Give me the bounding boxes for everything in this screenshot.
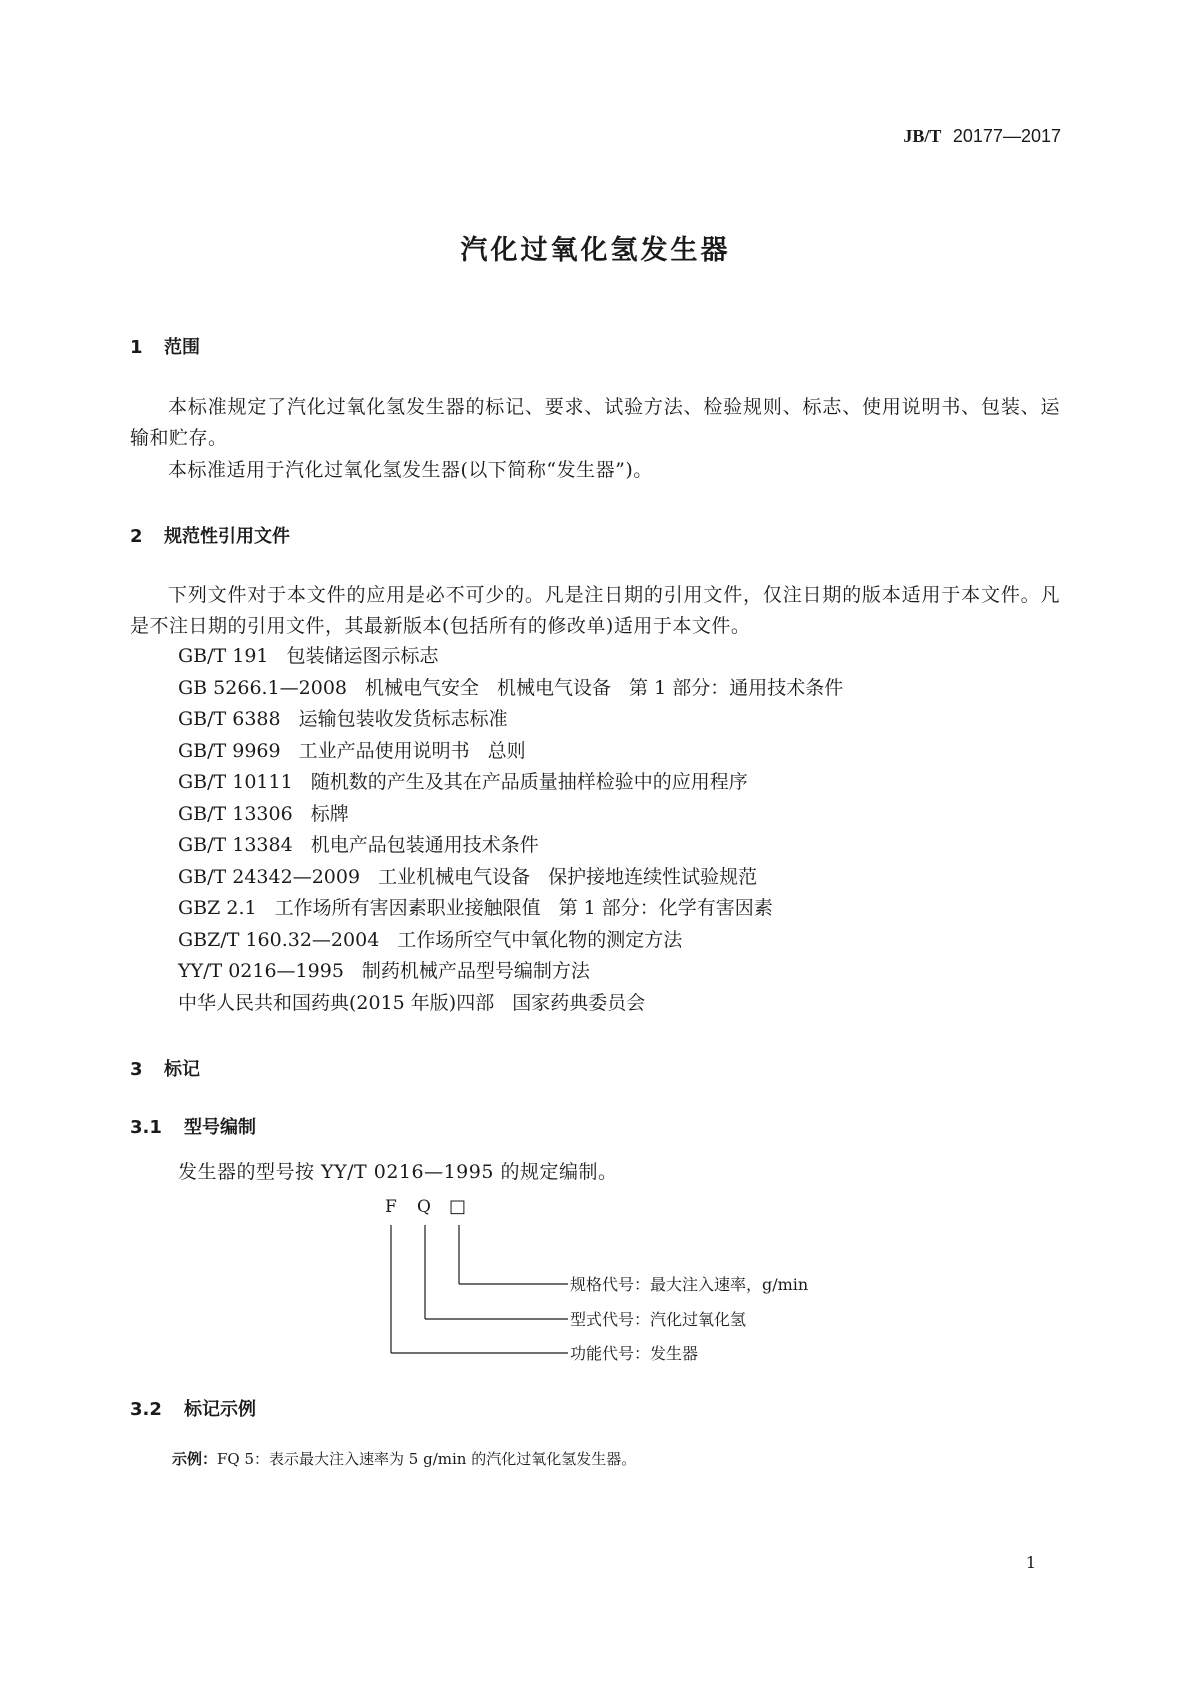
reference-code: GB/T 24342—2009 <box>178 865 361 888</box>
reference-title: 工作场所空气中氧化物的测定方法 <box>397 928 683 951</box>
model-text: 发生器的型号按 YY/T 0216—1995 的规定编制。 <box>178 1161 618 1183</box>
reference-title-part: 保护接地连续性试验规范 <box>548 865 758 888</box>
section-title: 标记 <box>164 1059 200 1080</box>
document-title: 汽化过氧化氢发生器 <box>460 235 731 266</box>
section-number: 2 <box>130 526 143 547</box>
label-type-code: 型式代号：汽化过氧化氢 <box>570 1310 747 1329</box>
reference-code: GB/T 6388 <box>178 708 281 730</box>
reference-code: GB/T 13306 <box>178 802 293 825</box>
reference-title-part: 总则 <box>487 739 526 762</box>
reference-code: GBZ/T 160.32—2004 <box>178 928 380 951</box>
reference-title: 标牌 <box>310 802 349 825</box>
reference-title: 制药机械产品型号编制方法 <box>361 960 590 982</box>
references-intro: 下列文件对于本文件的应用是必不可少的。凡是注日期的引用文件，仅注日期的版本适用于本文件。凡是不注日期的引用文件，其最新版本(包括所有的修改单)适用于本文件。 <box>130 584 1060 637</box>
reference-title: 中华人民共和国药典(2015 年版)四部 <box>178 991 495 1014</box>
scope-paragraph-2: 本标准适用于汽化过氧化氢发生器(以下简称“发生器”)。 <box>168 459 653 481</box>
marking-example <box>172 1448 636 1469</box>
reference-title: 工业机械电气设备 <box>378 865 531 888</box>
standard-code: 20177—2017 <box>952 126 1061 146</box>
section-number: 3.2 <box>130 1399 162 1420</box>
model-char-f: F <box>385 1197 397 1217</box>
reference-code: GBZ 2.1 <box>178 897 257 919</box>
example-lead: 示例： <box>172 1450 218 1468</box>
reference-code: GB/T 10111 <box>178 771 293 793</box>
section-title: 标记示例 <box>184 1399 256 1420</box>
section-title: 规范性引用文件 <box>164 526 290 547</box>
scope-paragraph-1: 本标准规定了汽化过氧化氢发生器的标记、要求、试验方法、检验规则、标志、使用说明书、包装、运输和贮存。 <box>130 396 1060 449</box>
section-3-2-heading <box>130 1395 256 1421</box>
section-number: 3 <box>130 1059 143 1080</box>
section-number: 3.1 <box>130 1117 162 1138</box>
reference-title-part: 第 1 部分：通用技术条件 <box>629 676 844 699</box>
reference-title: 随机数的产生及其在产品质量抽样检验中的应用程序 <box>310 771 748 793</box>
model-char-q: Q <box>417 1197 431 1217</box>
reference-title-part: 国家药典委员会 <box>512 991 646 1014</box>
section-title: 范围 <box>164 337 200 358</box>
reference-title: 运输包装收发货标志标准 <box>298 708 508 730</box>
standard-prefix: JB/T <box>903 126 942 146</box>
reference-code: YY/T 0216—1995 <box>178 960 344 982</box>
section-number: 1 <box>130 337 143 358</box>
label-function-code: 功能代号：发生器 <box>570 1344 699 1363</box>
reference-title-part: 第 1 部分：化学有害因素 <box>558 897 773 919</box>
reference-code: GB 5266.1—2008 <box>178 676 348 699</box>
reference-code: GB/T 191 <box>178 645 269 667</box>
reference-code: GB/T 9969 <box>178 739 281 762</box>
label-spec-code: 规格代号：最大注入速率，g/min <box>570 1275 809 1294</box>
reference-title: 机械电气安全 <box>365 676 480 699</box>
reference-title: 包装储运图示标志 <box>286 645 439 667</box>
model-char-box: □ <box>449 1196 467 1217</box>
reference-title: 机电产品包装通用技术条件 <box>310 834 539 856</box>
section-title: 型号编制 <box>184 1117 256 1138</box>
page-number: 1 <box>1025 1553 1036 1572</box>
reference-title-part: 机械电气设备 <box>497 676 612 699</box>
reference-title: 工作场所有害因素职业接触限值 <box>274 897 541 919</box>
reference-title: 工业产品使用说明书 <box>298 739 470 762</box>
reference-code: GB/T 13384 <box>178 834 293 856</box>
example-text: FQ 5：表示最大注入速率为 5 g/min 的汽化过氧化氢发生器。 <box>217 1450 637 1468</box>
